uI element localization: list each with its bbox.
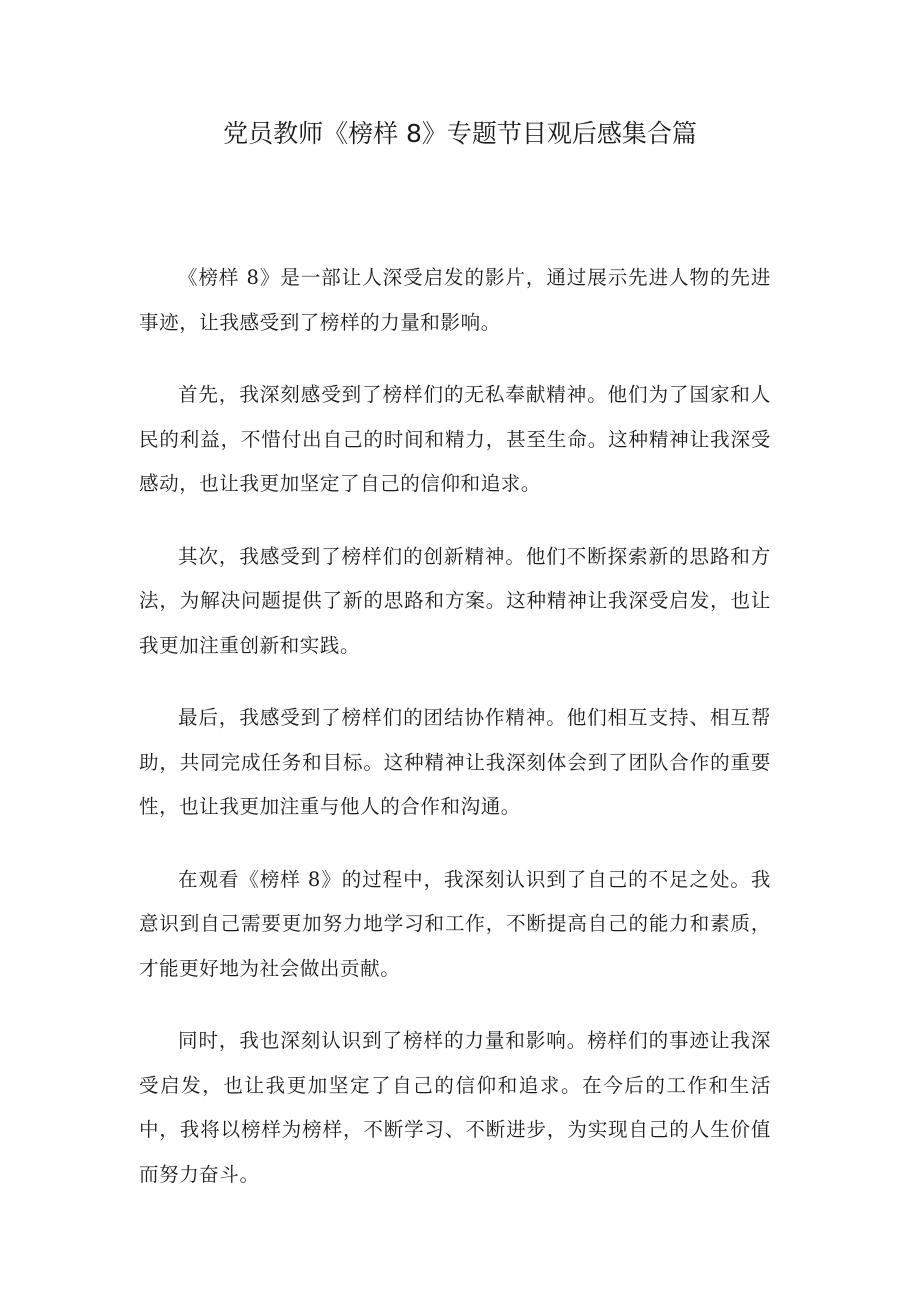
- paragraph-3: 其次，我感受到了榜样们的创新精神。他们不断探索新的思路和方法，为解决问题提供了新的思路和方案。这种精神让我深受启发，也让我更加注重创新和实践。: [139, 544, 771, 657]
- paragraph-4: 最后，我感受到了榜样们的团结协作精神。他们相互支持、相互帮助，共同完成任务和目标。这种精神让我深刻体会到了团队合作的重要性，也让我更加注重与他人的合作和沟通。: [139, 706, 771, 818]
- paragraph-5: 在观看《榜样 8》的过程中，我深刻认识到了自己的不足之处。我意识到自己需要更加努力地学习和工作，不断提高自己的能力和素质，才能更好地为社会做出贡献。: [139, 867, 771, 980]
- paragraph-2: 首先，我深刻感受到了榜样们的无私奉献精神。他们为了国家和人民的利益，不惜付出自己的时间和精力，甚至生命。这种精神让我深受感动，也让我更加坚定了自己的信仰和追求。: [139, 383, 771, 495]
- document-body: [139, 256, 771, 1225]
- paragraph-6: 同时，我也深刻认识到了榜样的力量和影响。榜样们的事迹让我深受启发，也让我更加坚定了自己的信仰和追求。在今后的工作和生活中，我将以榜样为榜样，不断学习、不断进步，为实现自己的人生价值而努力奋斗。: [139, 1029, 771, 1186]
- document-title: 党员教师《榜样 8》专题节目观后感集合篇: [223, 119, 697, 148]
- paragraph-1: 《榜样 8》是一部让人深受启发的影片，通过展示先进人物的先进事迹，让我感受到了榜样的力量和影响。: [139, 266, 771, 334]
